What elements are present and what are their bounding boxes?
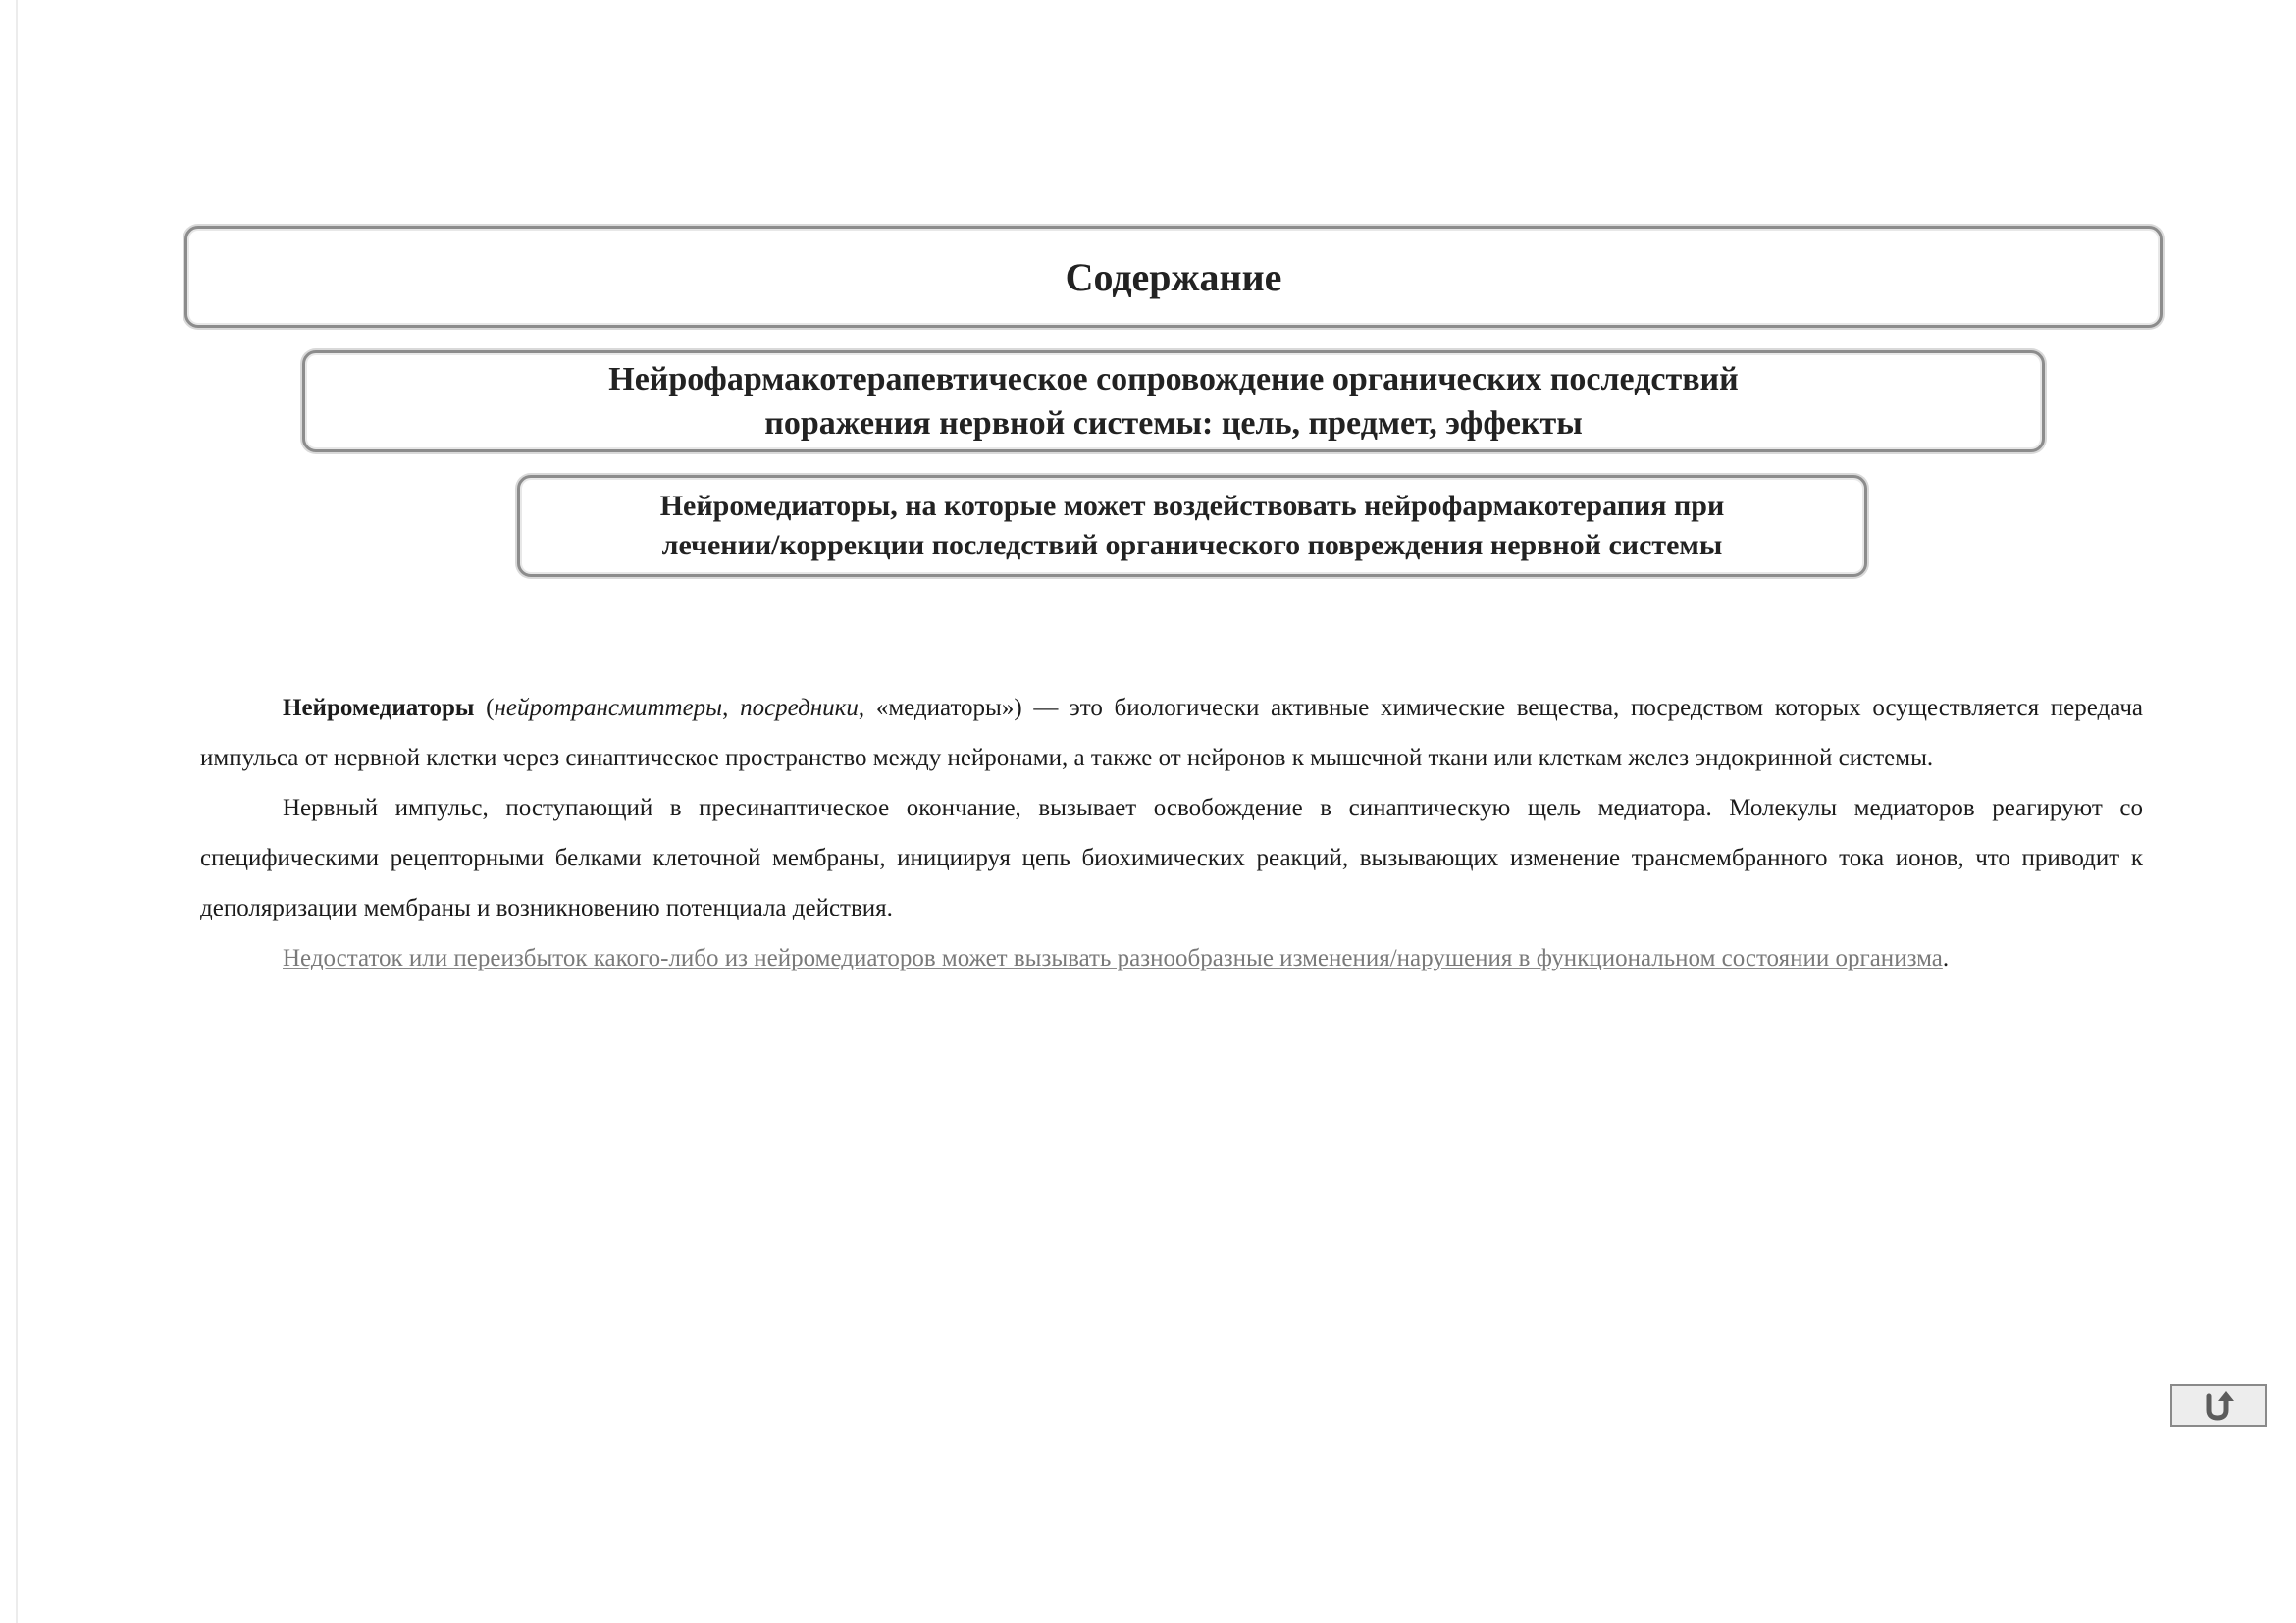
subtopic-title-button[interactable] bbox=[517, 475, 1867, 577]
contents-label: Содержание bbox=[1065, 254, 1282, 299]
paragraph-nerve-impulse: Нервный импульс, поступающий в пресинаптическое окончание, вызывает освобождение в синаптическую щель медиатора. Молекулы медиаторов реагируют со специфическими рецепторными белками клеточной мембраны, инициируя цепь биохимических реакций, вызывающих изменение трансмембранного тока ионов, что приводит к деполяризации мембраны и возникновению потенциала действия. bbox=[200, 795, 2143, 921]
term-neuromediators: Нейромедиаторы bbox=[283, 695, 475, 721]
subtopic-title-line-1: Нейромедиаторы, на которые может воздействовать нейрофармакотерапия при bbox=[659, 490, 1725, 522]
topic-title-line-1: Нейрофармакотерапевтическое сопровождение органических последствий bbox=[608, 361, 1739, 397]
imbalance-link[interactable]: Недостаток или переизбыток какого-либо из нейромедиаторов может вызывать разнообразные изменения/нарушения в функциональном состоянии организма bbox=[283, 945, 1943, 971]
subtopic-title-line-2: лечении/коррекции последствий органического повреждения нервной системы bbox=[661, 529, 1723, 561]
subtopic-title bbox=[660, 487, 1725, 565]
synonym-neurotransmitters: нейротрансмиттеры bbox=[494, 695, 723, 721]
scan-edge-line bbox=[16, 0, 18, 1623]
synonym-mediators: посредники bbox=[740, 695, 859, 721]
paragraph-imbalance bbox=[200, 933, 2143, 983]
definition-text: , «медиаторы») — это биологически активные химические вещества, посредством которых осуществляется передача импульса от нервной клетки через синаптическое пространство между нейронами, а также от нейронов к мышечной ткани или клеткам желез эндокринной системы. bbox=[200, 695, 2144, 771]
topic-title bbox=[608, 357, 1738, 445]
return-arrow-icon bbox=[2199, 1388, 2238, 1422]
text-open-paren: ( bbox=[474, 695, 495, 721]
topic-title-button[interactable] bbox=[302, 350, 2045, 452]
main-text bbox=[200, 683, 2143, 983]
topic-title-line-2: поражения нервной системы: цель, предмет, эффекты bbox=[764, 405, 1583, 442]
contents-button[interactable] bbox=[184, 226, 2163, 328]
back-button[interactable] bbox=[2170, 1384, 2267, 1427]
text-separator: , bbox=[722, 695, 741, 721]
paragraph-definition bbox=[200, 683, 2143, 783]
paragraph-end-period: . bbox=[1942, 945, 1950, 971]
